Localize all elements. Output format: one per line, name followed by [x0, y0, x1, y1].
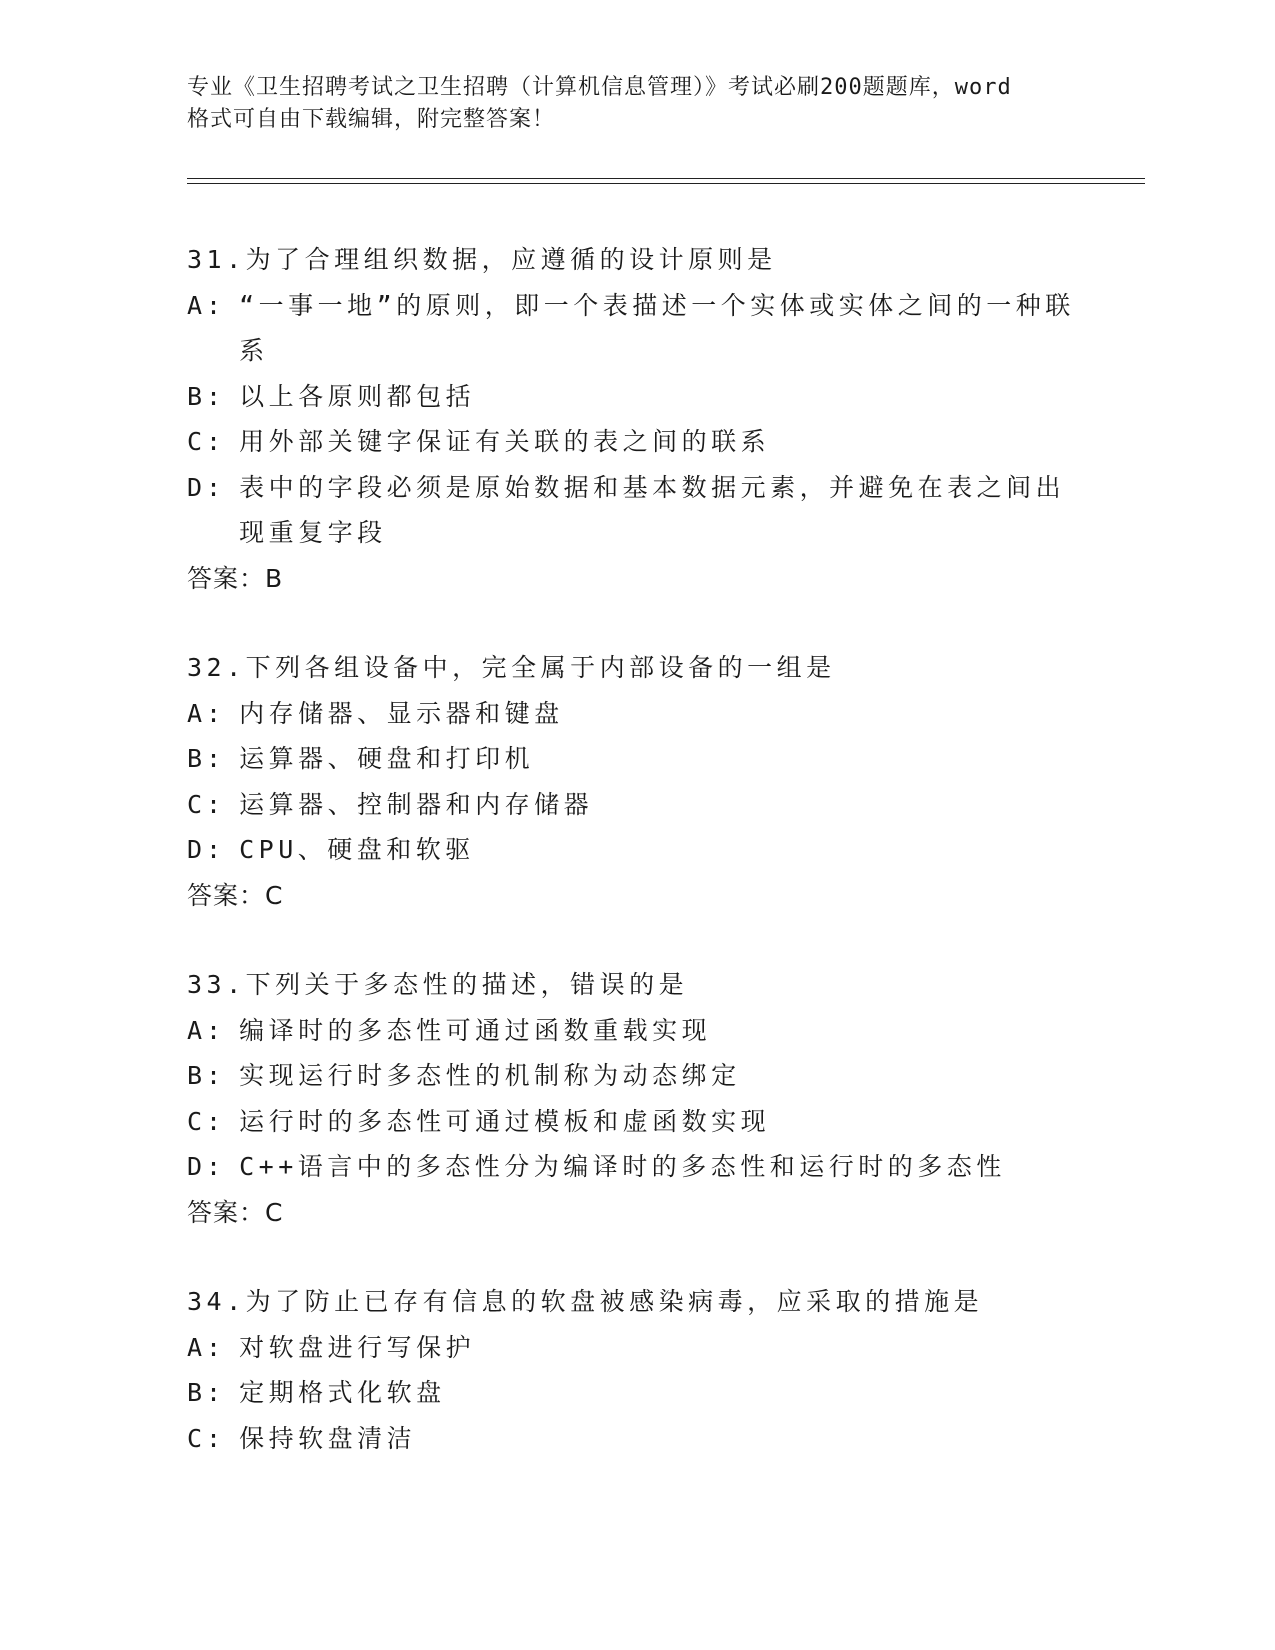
option-letter: A: [187, 1332, 226, 1362]
header-line-1: 专业《卫生招聘考试之卫生招聘（计算机信息管理）》考试必刷200题题库，word [187, 75, 1012, 100]
option-b [187, 374, 1087, 420]
option-text: 实现运行时多态性的机制称为动态绑定 [239, 1061, 741, 1090]
question-33 [187, 962, 1087, 1235]
option-text: 表中的字段必须是原始数据和基本数据元素，并避免在表之间出现重复字段 [239, 472, 1066, 547]
option-d [187, 465, 1087, 556]
question-stem: 31.为了合理组织数据，应遵循的设计原则是 [187, 245, 777, 274]
option-letter: C: [187, 427, 226, 456]
option-letter: A: [187, 290, 226, 320]
option-text: C++语言中的多态性分为编译时的多态性和运行时的多态性 [239, 1152, 1006, 1181]
option-text: 内存储器、显示器和键盘 [239, 698, 564, 728]
option-letter: C: [187, 1106, 226, 1136]
option-letter: C: [187, 789, 226, 819]
answer-label: 答案：C [187, 1197, 284, 1227]
question-list [187, 237, 1087, 1505]
option-letter: D: [187, 1152, 226, 1181]
option-c [187, 782, 1087, 828]
option-b [187, 736, 1087, 782]
option-text: CPU、硬盘和软驱 [239, 835, 475, 864]
answer-label: 答案：C [187, 880, 284, 910]
option-letter: B: [187, 1378, 226, 1407]
option-letter: B: [187, 381, 226, 411]
option-letter: C: [187, 1423, 226, 1453]
option-text: 以上各原则都包括 [239, 381, 476, 411]
option-text: 对软盘进行写保护 [239, 1332, 476, 1362]
option-letter: D: [187, 472, 226, 502]
option-c [187, 1099, 1087, 1145]
option-text: 编译时的多态性可通过函数重载实现 [239, 1015, 712, 1045]
option-letter: A: [187, 1015, 226, 1045]
option-a [187, 283, 1087, 374]
question-34 [187, 1279, 1087, 1461]
option-letter: B: [187, 1061, 226, 1090]
question-31 [187, 237, 1087, 601]
header-divider-top [187, 178, 1145, 179]
option-text: 保持软盘清洁 [239, 1423, 417, 1453]
option-text: “一事一地”的原则，即一个表描述一个实体或实体之间的一种联系 [239, 290, 1075, 365]
option-b [187, 1053, 1087, 1099]
option-b [187, 1370, 1087, 1416]
option-letter: B: [187, 744, 226, 773]
option-c [187, 419, 1087, 465]
document-header [187, 72, 1087, 136]
option-a [187, 1325, 1087, 1371]
option-text: 用外部关键字保证有关联的表之间的联系 [239, 427, 771, 456]
option-d [187, 827, 1087, 873]
header-divider-bottom [187, 183, 1145, 184]
option-text: 运算器、硬盘和打印机 [239, 744, 535, 773]
option-a [187, 1008, 1087, 1054]
option-d [187, 1144, 1087, 1190]
question-stem: 34.为了防止已存有信息的软盘被感染病毒，应采取的措施是 [187, 1287, 984, 1316]
option-c [187, 1416, 1087, 1462]
question-stem: 32.下列各组设备中，完全属于内部设备的一组是 [187, 653, 836, 682]
question-32 [187, 645, 1087, 918]
question-stem: 33.下列关于多态性的描述，错误的是 [187, 970, 689, 999]
answer-label: 答案：B [187, 563, 284, 593]
option-text: 运行时的多态性可通过模板和虚函数实现 [239, 1106, 771, 1136]
option-a [187, 691, 1087, 737]
option-text: 定期格式化软盘 [239, 1378, 446, 1407]
option-letter: A: [187, 698, 226, 728]
option-letter: D: [187, 835, 226, 864]
option-text: 运算器、控制器和内存储器 [239, 789, 594, 819]
header-line-2: 格式可自由下载编辑，附完整答案！ [187, 107, 556, 132]
